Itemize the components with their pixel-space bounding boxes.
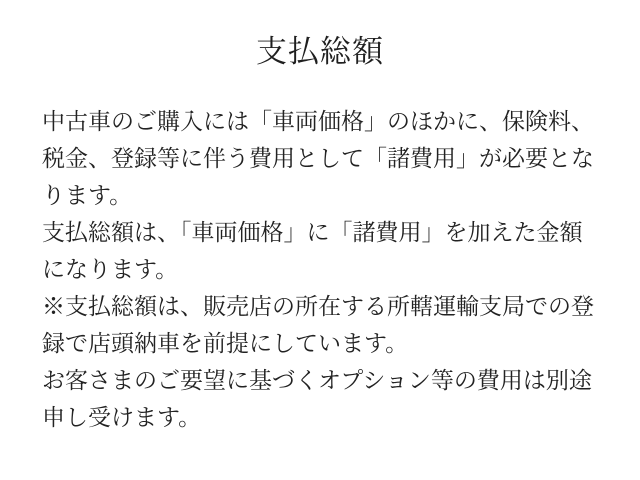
notice-text [42,103,598,436]
notice-paragraph: 支払総額は、「車両価格」に「諸費用」を加えた金額になります。 [42,219,583,282]
notice-paragraph: 中古車のご購入には「車両価格」のほかに、保険料、税金、登録等に伴う費用として「諸費用」が必要となります。 [42,108,594,208]
notice-paragraph: ※支払総額は、販売店の所在する所轄運輸支局での登録で店頭納車を前提にしています。 [42,293,594,356]
page-title: 支払総額 [256,34,384,69]
notice-paragraph: お客さまのご要望に基づくオプション等の費用は別途申し受けます。 [42,367,592,430]
